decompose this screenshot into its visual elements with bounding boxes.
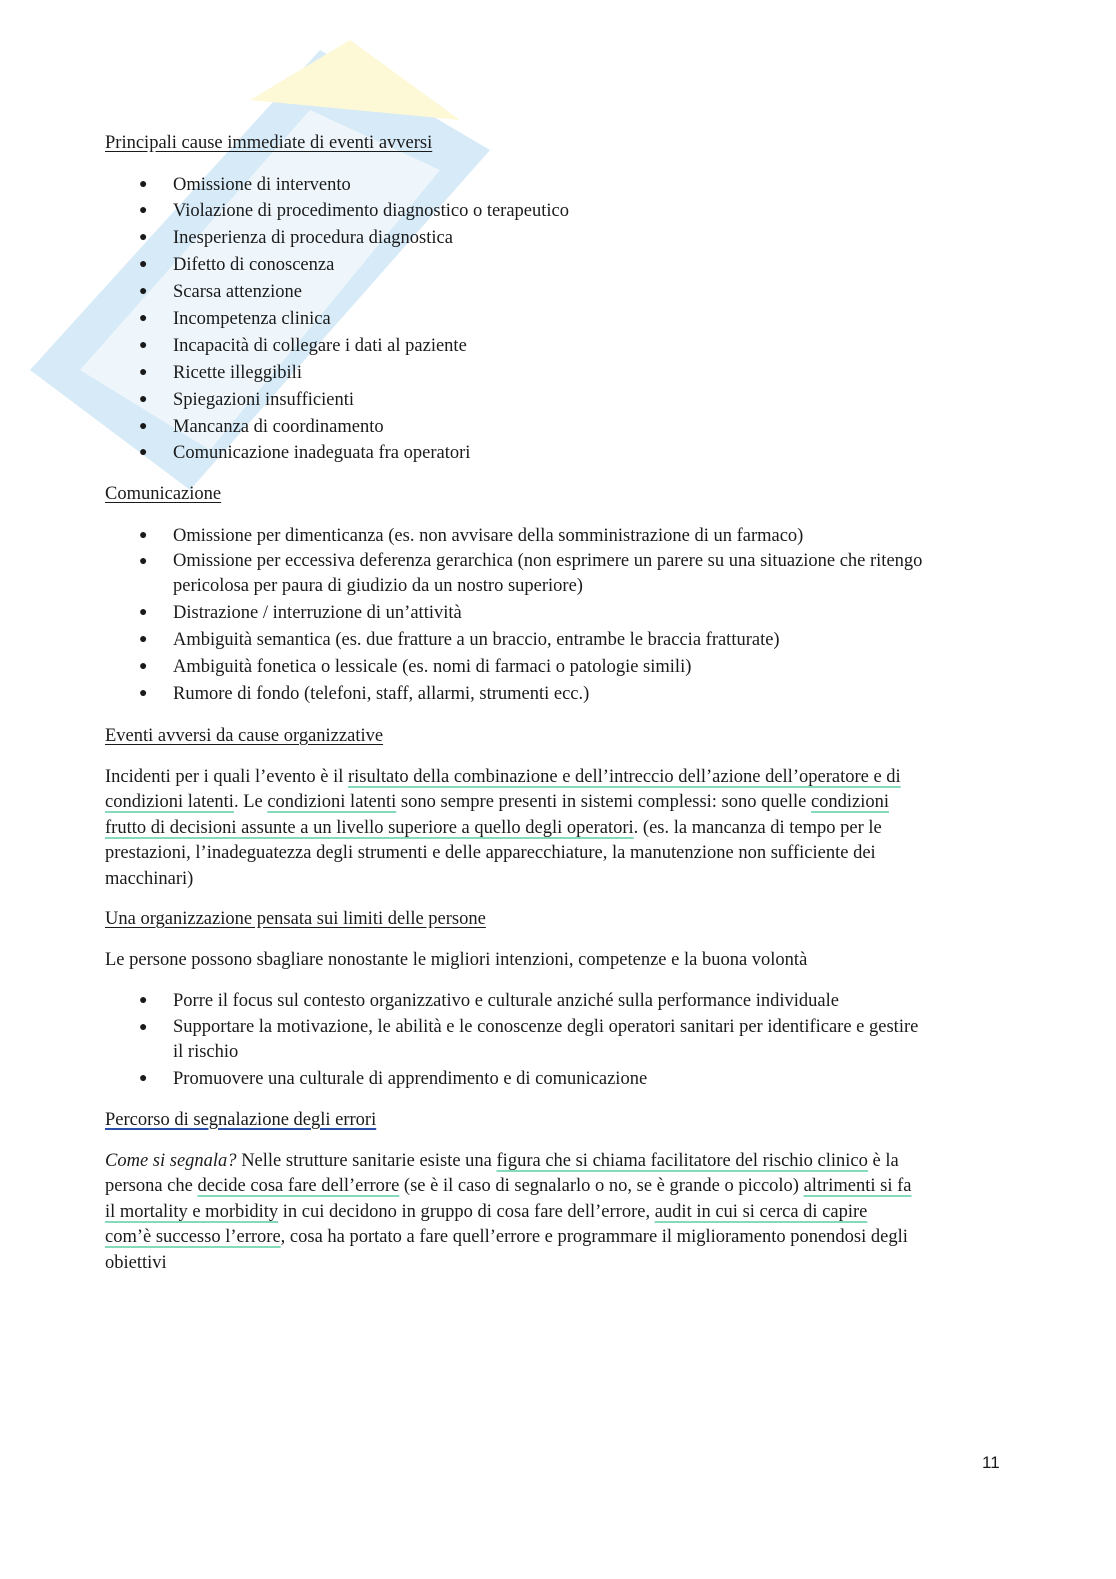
section-heading: Percorso di segnalazione degli errori — [105, 1110, 377, 1130]
highlighted-text: il mortality e morbidity — [105, 1201, 279, 1222]
bullet-icon: ● — [139, 445, 148, 461]
bullet-icon: ● — [139, 527, 148, 543]
bullet-icon: ● — [139, 686, 148, 702]
text-run: (se è il caso di segnalarlo o no, se è grande o piccolo) — [399, 1176, 804, 1196]
bullet-icon: ● — [139, 203, 148, 219]
paragraph-line — [105, 765, 901, 791]
paragraph-line — [105, 1174, 911, 1200]
list-item — [105, 172, 569, 199]
list-item — [105, 252, 569, 279]
list-item — [105, 549, 922, 599]
bullet-icon: ● — [139, 230, 148, 246]
bullet-icon: ● — [139, 993, 148, 1008]
paragraph-line — [105, 1225, 911, 1251]
list-item-text: il rischio — [173, 1041, 239, 1062]
section-heading: Comunicazione — [105, 484, 222, 504]
text-run: Incidenti per i quali l’evento è il — [105, 766, 348, 787]
list-item-text: Omissione per dimenticanza (es. non avvisare della somministrazione di un farmaco) — [173, 525, 804, 546]
list-item-text: Incompetenza clinica — [173, 308, 331, 329]
paragraph-line — [105, 1200, 911, 1226]
text-run: è la — [867, 1150, 899, 1171]
list-item-text: Ambiguità semantica (es. due fratture a un braccio, entrambe le braccia fratturate) — [173, 630, 780, 651]
highlighted-text: audit in cui si cerca di capire — [654, 1201, 868, 1222]
bullet-icon: ● — [139, 1019, 148, 1035]
list-item-text: pericolosa per paura di giudizio da un nostro superiore) — [173, 576, 583, 597]
section-heading: Principali cause immediate di eventi avversi — [105, 133, 433, 153]
list-item-text: Spiegazioni insufficienti — [173, 389, 355, 410]
paragraph-line — [105, 841, 901, 867]
page-number: 11 — [982, 1453, 1000, 1472]
bullet-icon: ● — [139, 632, 148, 648]
paragraph-line — [105, 1149, 911, 1175]
highlighted-text: condizioni — [810, 792, 890, 812]
list-item-text: Omissione per eccessiva deferenza gerarchica (non esprimere un parere su una situazione che ritengo — [173, 551, 923, 572]
list-item — [105, 654, 922, 681]
paragraph-line — [105, 867, 901, 893]
list-item — [105, 333, 569, 360]
section-cause-immediate — [105, 131, 569, 467]
highlighted-text: condizioni latenti — [267, 792, 397, 812]
section-segnalazione — [105, 1108, 911, 1276]
paragraph-line — [105, 816, 901, 842]
bullet-icon: ● — [139, 364, 148, 380]
list-item — [105, 1066, 918, 1093]
list-item — [105, 414, 569, 441]
list-item — [105, 306, 569, 333]
bullet-icon: ● — [139, 310, 148, 326]
text-run: , cosa ha portato a fare quell’errore e programmare il miglioramento ponendosi degli — [280, 1227, 908, 1247]
highlighted-text: altrimenti si fa — [803, 1176, 912, 1196]
bullet-icon: ● — [139, 659, 148, 675]
list-item — [105, 360, 569, 387]
list-item-text: Scarsa attenzione — [173, 282, 302, 303]
list-item — [105, 440, 569, 467]
bullet-icon: ● — [139, 391, 148, 407]
list-item — [105, 681, 922, 708]
text-run: Come si segnala? — [105, 1150, 237, 1171]
list-item-text: Comunicazione inadeguata fra operatori — [173, 443, 471, 464]
list-item — [105, 279, 569, 306]
list-item-text: Violazione di procedimento diagnostico o terapeutico — [173, 201, 569, 222]
list-item-text: Omissione di intervento — [173, 174, 351, 195]
text-run: . Le — [233, 792, 268, 812]
text-run: persona che — [105, 1176, 198, 1196]
paragraph — [105, 1149, 911, 1277]
text-run: Nelle strutture sanitarie esiste una — [236, 1150, 497, 1171]
bullet-icon: ● — [139, 337, 148, 353]
list-item — [105, 600, 922, 627]
bullet-list — [105, 172, 569, 468]
paragraph — [105, 765, 901, 893]
list-item-text: Incapacità di collegare i dati al paziente — [173, 335, 467, 356]
list-item — [105, 988, 918, 1015]
highlighted-text: decide cosa fare dell’errore — [197, 1176, 400, 1196]
list-item — [105, 523, 922, 550]
list-item — [105, 387, 569, 414]
highlighted-text: risultato della combinazione e dell’intreccio dell’azione dell’operatore e di — [347, 766, 901, 787]
text-run: sono sempre presenti in sistemi complessi: sono quelle — [396, 792, 811, 812]
list-item-text: Supportare la motivazione, le abilità e le conoscenze degli operatori sanitari per identificare e gestire — [173, 1016, 919, 1037]
section-heading: Una organizzazione pensata sui limiti delle persone — [105, 909, 486, 929]
bullet-icon: ● — [139, 176, 148, 192]
bullet-list — [105, 523, 922, 708]
text-run: prestazioni, l’inadeguatezza degli strumenti e delle apparecchiature, la manutenzione non sufficiente dei — [105, 843, 876, 863]
list-item-text: Promuovere una culturale di apprendimento e di comunicazione — [173, 1068, 648, 1089]
paragraph — [105, 948, 918, 974]
section-heading: Eventi avversi da cause organizzative — [105, 726, 384, 746]
list-item-text: Distrazione / interruzione di un’attività — [173, 603, 462, 624]
text-run: in cui decidono in gruppo di cosa fare dell’errore, — [278, 1201, 655, 1222]
section-organizzazione — [105, 907, 918, 1093]
list-item-text: Ricette illeggibili — [173, 362, 302, 383]
list-item — [105, 198, 569, 225]
paragraph-line — [105, 948, 918, 974]
list-item-text: Difetto di conoscenza — [173, 255, 335, 276]
bullet-icon: ● — [139, 605, 148, 621]
list-item-text: Ambiguità fonetica o lessicale (es. nomi di farmaci o patologie simili) — [173, 657, 692, 678]
text-run: obiettivi — [105, 1252, 167, 1273]
bullet-icon: ● — [139, 418, 148, 434]
bullet-icon: ● — [139, 1070, 148, 1086]
bullet-icon: ● — [139, 284, 148, 300]
list-item-text: Mancanza di coordinamento — [173, 416, 384, 437]
section-cause-organizzative — [105, 724, 901, 892]
bullet-icon: ● — [139, 554, 148, 570]
highlighted-text: condizioni latenti — [105, 792, 234, 812]
section-comunicazione — [105, 482, 922, 708]
list-item — [105, 627, 922, 654]
text-run: macchinari) — [105, 868, 194, 889]
text-run: Le persone possono sbagliare nonostante le migliori intenzioni, competenze e la buona volontà — [105, 949, 808, 970]
text-run: . (es. la mancanza di tempo per le — [633, 817, 882, 838]
paragraph-line — [105, 790, 901, 816]
bullet-icon: ● — [139, 257, 148, 273]
list-item — [105, 1015, 918, 1065]
paragraph-line — [105, 1251, 911, 1277]
list-item-text: Inesperienza di procedura diagnostica — [173, 228, 453, 249]
list-item-text: Rumore di fondo (telefoni, staff, allarmi, strumenti ecc.) — [173, 684, 590, 705]
highlighted-text: com’è successo l’errore — [105, 1227, 281, 1247]
list-item — [105, 225, 569, 252]
highlighted-text: frutto di decisioni assunte a un livello superiore a quello degli operatori — [105, 817, 634, 838]
list-item-text: Porre il focus sul contesto organizzativo e culturale anziché sulla performance individuale — [173, 991, 839, 1011]
highlighted-text: figura che si chiama facilitatore del rischio clinico — [496, 1150, 868, 1171]
bullet-list — [105, 988, 918, 1093]
